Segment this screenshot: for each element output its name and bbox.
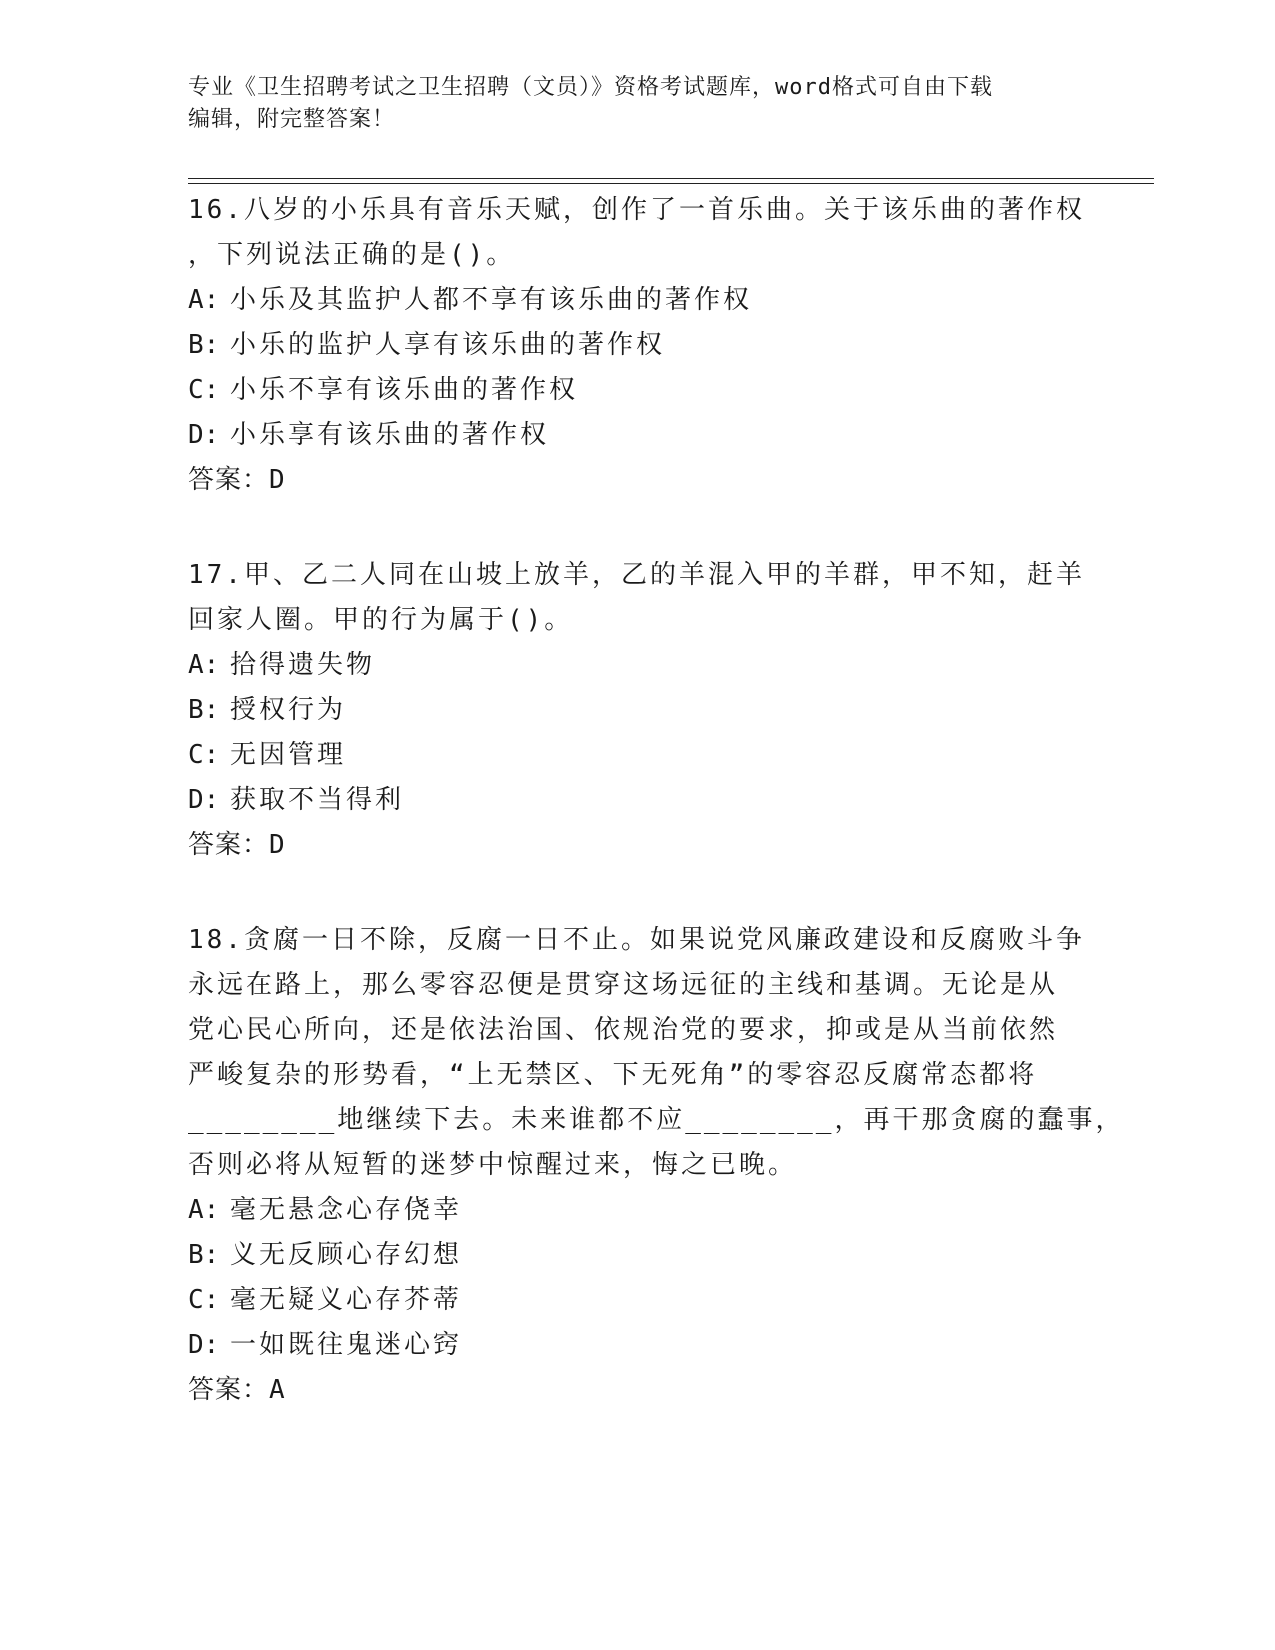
option-letter: B:	[188, 330, 220, 360]
option-text: 获取不当得利	[230, 785, 405, 815]
option-letter: C:	[188, 740, 220, 770]
answer-value: D	[269, 465, 286, 495]
option-letter: C:	[188, 375, 220, 405]
document-header	[188, 72, 1068, 136]
option-letter: D:	[188, 785, 220, 815]
stem-line: 17.甲、乙二人同在山坡上放羊，乙的羊混入甲的羊群，甲不知，赶羊	[188, 560, 1085, 590]
option-text: 毫无疑义心存芥蒂	[230, 1285, 463, 1315]
option-list	[188, 278, 1088, 458]
option-c	[188, 1278, 1088, 1323]
option-c	[188, 368, 1088, 413]
option-letter: B:	[188, 1240, 220, 1270]
option-text: 拾得遗失物	[230, 650, 376, 680]
answer-label: 答案：	[188, 1375, 270, 1405]
question-stem	[188, 188, 1088, 278]
option-a	[188, 643, 1088, 688]
option-d	[188, 413, 1088, 458]
answer-value: D	[269, 830, 286, 860]
option-letter: A:	[188, 650, 220, 680]
option-b	[188, 323, 1088, 368]
question-17	[188, 553, 1088, 868]
option-b	[188, 1233, 1088, 1278]
stem-line: 永远在路上，那么零容忍便是贯穿这场远征的主线和基调。无论是从	[188, 970, 1059, 1000]
question-18	[188, 918, 1125, 1413]
question-16	[188, 188, 1088, 503]
question-stem	[188, 918, 1125, 1188]
option-letter: D:	[188, 1330, 220, 1360]
option-text: 小乐享有该乐曲的著作权	[230, 420, 550, 450]
option-text: 一如既往鬼迷心窍	[230, 1330, 463, 1360]
answer	[188, 1368, 1088, 1413]
stem-line: 16.八岁的小乐具有音乐天赋，创作了一首乐曲。关于该乐曲的著作权	[188, 195, 1085, 225]
option-text: 毫无悬念心存侥幸	[230, 1195, 463, 1225]
stem-line: 18.贪腐一日不除，反腐一日不止。如果说党风廉政建设和反腐败斗争	[188, 925, 1085, 955]
stem-line: 严峻复杂的形势看，“上无禁区、下无死角”的零容忍反腐常态都将	[188, 1060, 1038, 1090]
header-line-1: 专业《卫生招聘考试之卫生招聘（文员）》资格考试题库，word格式可自由下载	[188, 75, 993, 100]
question-stem	[188, 553, 1088, 643]
stem-line: ________地继续下去。未来谁都不应________，再干那贪腐的蠢事，	[188, 1105, 1125, 1135]
option-text: 小乐不享有该乐曲的著作权	[230, 375, 579, 405]
answer	[188, 458, 1088, 503]
answer-label: 答案：	[188, 465, 270, 495]
header-divider-top	[188, 178, 1154, 179]
option-text: 小乐的监护人享有该乐曲的著作权	[230, 330, 666, 360]
option-letter: C:	[188, 1285, 220, 1315]
stem-line: 党心民心所向，还是依法治国、依规治党的要求，抑或是从当前依然	[188, 1015, 1059, 1045]
option-b	[188, 688, 1088, 733]
option-text: 授权行为	[230, 695, 347, 725]
answer-label: 答案：	[188, 830, 270, 860]
option-list	[188, 643, 1088, 823]
option-text: 无因管理	[230, 740, 347, 770]
option-d	[188, 778, 1088, 823]
option-text: 义无反顾心存幻想	[230, 1240, 463, 1270]
answer	[188, 823, 1088, 868]
option-letter: A:	[188, 285, 220, 315]
stem-line: 回家人圈。甲的行为属于()。	[188, 605, 574, 635]
option-letter: A:	[188, 1195, 220, 1225]
option-letter: B:	[188, 695, 220, 725]
option-a	[188, 1188, 1088, 1233]
option-text: 小乐及其监护人都不享有该乐曲的著作权	[230, 285, 753, 315]
option-a	[188, 278, 1088, 323]
stem-line: 否则必将从短暂的迷梦中惊醒过来，悔之已晚。	[188, 1150, 798, 1180]
option-letter: D:	[188, 420, 220, 450]
header-divider-bottom	[188, 183, 1154, 184]
option-c	[188, 733, 1088, 778]
option-list	[188, 1188, 1088, 1368]
header-line-2: 编辑，附完整答案！	[188, 107, 396, 132]
stem-line: ，下列说法正确的是()。	[188, 240, 516, 270]
answer-value: A	[269, 1375, 286, 1405]
option-d	[188, 1323, 1088, 1368]
